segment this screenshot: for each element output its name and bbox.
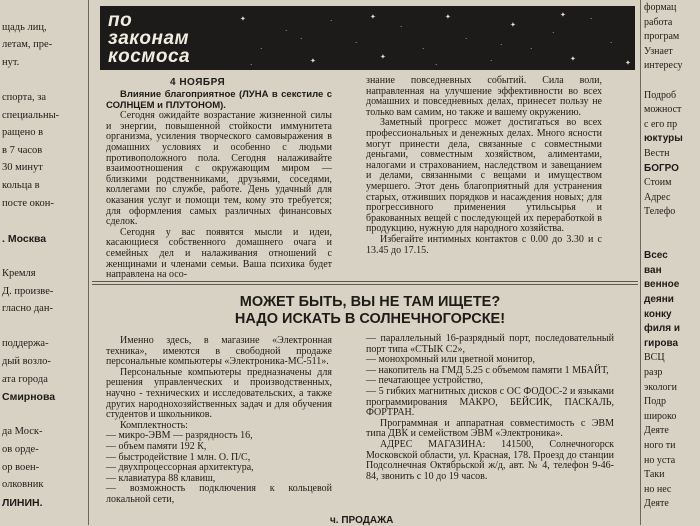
horoscope-paragraph: Сегодня у вас появятся мысли и идеи, касающиеся собственного домашнего очага и семейных дел и налаживания отношений с женщинами и членами семьи. Ваша психика будет направлена на осо- <box>106 226 332 281</box>
ad-right-column <box>366 334 614 482</box>
right-column-line: Подроб <box>644 89 677 101</box>
ad-spec-item: — клавиатура 88 клавиш, <box>106 472 216 484</box>
right-column-line: ван <box>644 264 662 276</box>
star-icon: · <box>260 45 263 53</box>
left-column-line: ата города <box>2 373 48 385</box>
right-column-line: Подр <box>644 396 667 408</box>
right-column-line: филя и <box>644 323 681 335</box>
right-column-line: Таки <box>644 469 665 481</box>
left-column-line: да Моск- <box>2 426 43 438</box>
left-column-line: специальны- <box>2 109 60 121</box>
star-icon: · <box>552 29 555 37</box>
horoscope-paragraph: Сегодня ожидайте возрастание жизненной силы и энергии, повышенной стойкости иммунитета организма, усиления творческого самовыражения в домашних условиях и особенно с людьми противоположного пола. Сегодня налаживайте взаимоотношения с окружающим миром — близкими родственниками, друзьями, соседями, коллегами по службе, работе. День удачный для оказания услуг и помощи тем, кому это требуется; для оформления самых различных финансовых сделок. <box>106 110 332 228</box>
star-icon: · <box>590 15 593 23</box>
right-column-line: юктуры <box>644 133 683 145</box>
star-icon: · <box>465 35 468 43</box>
ad-spec-item: — двухпроцессорная архитектура, <box>106 462 254 474</box>
left-column-line: поддержа- <box>2 338 49 350</box>
column-divider-left <box>88 0 89 525</box>
star-icon: ✦ <box>625 59 631 67</box>
left-column-line: олковник <box>2 479 44 491</box>
right-column-line: гирова <box>644 337 679 349</box>
ad-paragraph: Персональные компьютеры предназначены для решения управленческих и производственных, научно - технических и исследовательских, а также других народнохозяйственных задач и для обучения студентов и школьников. <box>106 366 332 421</box>
right-column-line: но нес <box>644 483 672 495</box>
left-column-line: ЛИНИН. <box>2 496 43 509</box>
left-column-line: Смирнова <box>2 391 56 404</box>
ad-spec-item: — объем памяти 192 К, <box>106 440 207 452</box>
left-column-line: в 7 часов <box>2 144 43 156</box>
left-column-line: ращено в <box>2 127 44 139</box>
star-icon: ✦ <box>560 11 566 19</box>
ad-spec-item: — параллельный 16-разрядный порт, последовательный порт типа «СТЫК С2», <box>366 333 614 355</box>
right-column-line: Стоим <box>644 177 672 189</box>
left-column-line: кольца в <box>2 180 40 191</box>
banner-title: по законам космоса <box>108 10 191 67</box>
ad-spec-item: — монохромный или цветной монитор, <box>366 354 535 366</box>
right-column-line: работа <box>644 16 673 28</box>
ad-spec-item: — возможность подключения к кольцевой локальной сети, <box>106 483 332 505</box>
ad-spec-item: — 5 гибких магнитных дисков с ОС ФОДОС-2 и языками программирования МАКРО, БЕЙСИК, ПАСКАЛЬ, ФОРТРАН. <box>366 385 614 419</box>
left-neighbor-column <box>0 0 60 525</box>
left-column-line: Кремля <box>2 268 36 279</box>
right-column-line: Деяте <box>644 425 669 437</box>
right-column-line: можност <box>644 104 682 116</box>
right-column-line: Деяте <box>644 498 669 510</box>
left-column-line: гласно дан- <box>2 303 53 315</box>
section-rule <box>92 281 638 282</box>
star-icon: · <box>435 61 438 69</box>
right-column-line: Адрес <box>644 191 671 203</box>
horoscope-subtitle: Влияние благоприятное (ЛУНА в секстиле с СОЛНЦЕМ и ПЛУТОНОМ). <box>106 89 332 111</box>
right-column-line: ного ти <box>644 440 676 451</box>
left-column-line: ор воен- <box>2 461 40 473</box>
right-column-line: Всес <box>644 250 668 262</box>
ad-left-column <box>106 336 332 506</box>
star-icon: ✦ <box>240 15 246 23</box>
ad-address: АДРЕС МАГАЗИНА: 141500, Солнечногорск Московской области, ул. Красная, 178. Проезд до станции Подсолнечная Октябрьской ж/д, авт. № 4, телефон 9-46-84, звонить с 10 до 19 часов. <box>366 438 614 482</box>
horoscope-banner <box>100 6 635 70</box>
star-icon: · <box>500 41 503 49</box>
star-icon: ✦ <box>380 53 386 61</box>
left-column-line: летам, пре- <box>2 39 53 51</box>
right-column-line: БОГРО <box>644 162 679 174</box>
right-column-line: Узнает <box>644 45 673 57</box>
right-column-line: с его пр <box>644 118 678 130</box>
footer-fragment: ч. ПРОДАЖА <box>330 515 394 526</box>
star-icon: · <box>250 61 253 69</box>
horoscope-paragraph: Избегайте интимных контактов с 0.00 до 3.30 и с 13.45 до 17.15. <box>366 233 602 256</box>
right-column-line: деяни <box>644 294 674 305</box>
horoscope-left-column <box>106 90 332 281</box>
right-column-line: интересу <box>644 60 683 72</box>
star-icon: · <box>330 17 333 25</box>
star-icon: ✦ <box>510 21 516 29</box>
horoscope-date: 4 НОЯБРЯ <box>170 77 226 88</box>
right-column-line: конку <box>644 308 672 320</box>
right-column-line: широко <box>644 410 677 422</box>
horoscope-paragraph: Заметный прогресс может достигаться во всех профессиональных и денежных делах. Много ясности могут принести дела, связанные с совместными деньгами, совместным хозяйством, алиментами, налогами и страхованием, наследством и завещанием и делами, связанными с вещами и имуществом умершего. Этот день благоприятный для устранения старых, отживших порядков и насаждения новых; для прогрессивного применения утильсырья и бракованных вещей с последующей их переработкой в продукцию, нужную для народного хозяйства. <box>366 117 602 235</box>
left-column-line: Д. произве- <box>2 285 54 297</box>
star-icon: · <box>285 27 288 35</box>
right-column-line: но уста <box>644 454 676 466</box>
left-column-line: нут. <box>2 56 20 68</box>
ad-spec-item: — накопитель на ГМД 5.25 с объемом памяти 1 МБАЙТ, <box>366 364 609 376</box>
star-icon: · <box>422 45 425 53</box>
left-column-line: спорта, за <box>2 92 47 103</box>
star-icon: ✦ <box>445 13 451 21</box>
ad-spec-item: — печатающее устройство, <box>366 375 483 387</box>
right-column-line: Вестн <box>644 148 670 159</box>
right-column-line: Телефо <box>644 206 676 218</box>
star-icon: · <box>400 23 403 31</box>
ad-headline-1: МОЖЕТ БЫТЬ, ВЫ НЕ ТАМ ИЩЕТЕ? <box>239 294 501 310</box>
right-column-line: венное <box>644 279 680 291</box>
ad-headline-2: НАДО ИСКАТЬ В СОЛНЕЧНОГОРСКЕ! <box>234 311 506 327</box>
left-column-line: . Москва <box>2 232 47 245</box>
star-icon: ✦ <box>570 55 576 63</box>
left-column-line: дый возло- <box>2 356 51 367</box>
star-icon: · <box>355 39 358 47</box>
horoscope-right-column <box>366 76 602 256</box>
right-column-line: формац <box>644 2 677 13</box>
section-rule <box>92 284 638 285</box>
horoscope-paragraph: знание повседневных событий. Сила воли, направленная на улучшение эффективности во всех домашних и повседневных делах, принесет пользу не только вам самим, но также и вашему окружению. <box>366 75 602 118</box>
right-column-line: програм <box>644 31 680 43</box>
star-icon: · <box>490 57 493 65</box>
star-icon: · <box>530 45 533 53</box>
ad-paragraph: Программная и аппаратная совместимость с ЭВМ типа ДВК и семейством ЭВМ «Электроника». <box>366 417 614 440</box>
left-column-line: посте окон- <box>2 197 54 209</box>
ad-spec-item: — микро-ЭВМ — разрядность 16, <box>106 430 253 442</box>
right-column-line: ВСЦ <box>644 352 665 364</box>
right-neighbor-column <box>640 0 700 525</box>
left-column-line: ов орде- <box>2 444 39 455</box>
ad-spec-item: — быстродействие 1 млн. О. П/С, <box>106 451 251 463</box>
right-column-line: экологи <box>644 381 677 393</box>
ad-paragraph: Именно здесь, в магазине «Электронная техника», имеются в свободной продаже персональные компьютеры «Электроника-МС-511». <box>106 335 332 368</box>
left-column-line: щадь лиц, <box>2 21 47 33</box>
right-column-line: разр <box>644 367 663 378</box>
star-icon: · <box>610 39 613 47</box>
star-icon: ✦ <box>370 13 376 21</box>
star-icon: · <box>300 35 303 43</box>
left-column-line: 30 минут <box>2 162 43 174</box>
ad-paragraph: Комплектность: <box>120 419 188 431</box>
star-icon: ✦ <box>310 57 316 65</box>
